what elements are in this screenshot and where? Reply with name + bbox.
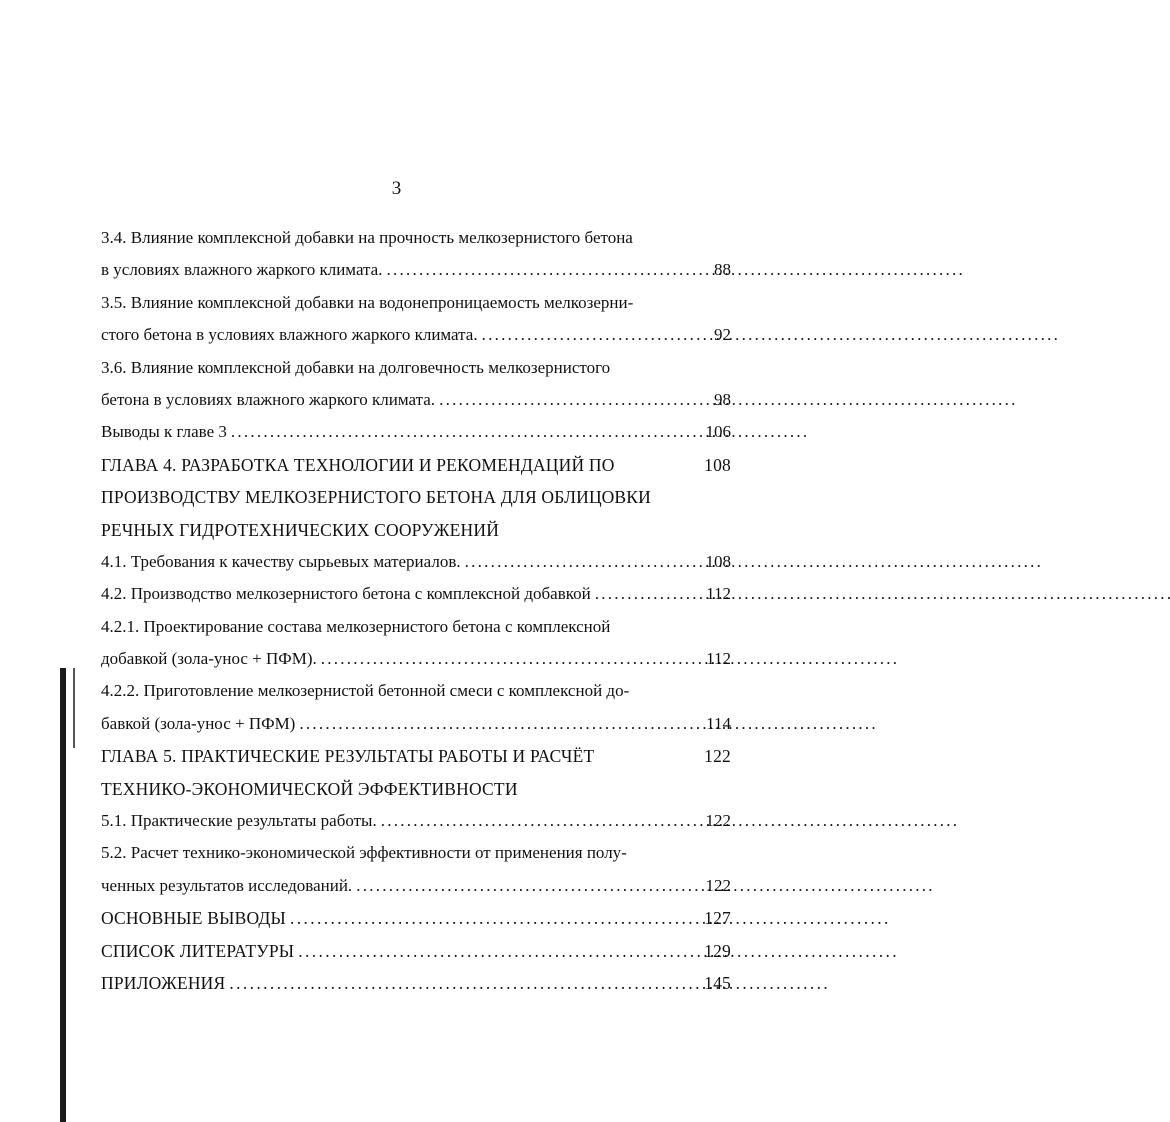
toc-line (101, 384, 731, 416)
toc-entry-text: добавкой (зола-унос + ПФМ). (101, 649, 317, 669)
toc-entry-text: 4.2.1. Проектирование состава мелкозернистого бетона с комплексной (101, 616, 611, 636)
toc-page-number: 108 (705, 551, 731, 571)
dot-leader (229, 967, 687, 999)
toc-chapter-heading: ПРОИЗВОДСТВУ МЕЛКОЗЕРНИСТОГО БЕТОНА ДЛЯ ОБЛИЦОВКИ (101, 487, 652, 508)
toc-line (101, 319, 731, 351)
toc-page-number: 122 (705, 875, 731, 895)
toc-entry-text: стого бетона в условиях влажного жаркого климата. (101, 325, 478, 345)
toc-page-number: 92 (714, 325, 731, 345)
toc-line (101, 805, 731, 837)
toc-page-number: 127 (704, 908, 731, 929)
toc-entry-text: 4.1. Требования к качеству сырьевых материалов. (101, 551, 461, 571)
dot-leader (299, 708, 687, 740)
dot-leader (321, 643, 687, 675)
toc-page-number: 122 (705, 811, 731, 831)
toc-line (101, 643, 731, 675)
toc-page-number: 145 (704, 972, 731, 993)
toc-line (101, 611, 731, 643)
scan-shadow-edge (60, 668, 66, 1122)
toc-entry-text: Выводы к главе 3 (101, 422, 227, 442)
toc-line (101, 352, 731, 384)
toc-line (101, 222, 731, 254)
toc-page-number: 112 (706, 584, 731, 604)
toc-chapter-heading: ГЛАВА 5. ПРАКТИЧЕСКИЕ РЕЗУЛЬТАТЫ РАБОТЫ И РАСЧЁТ (101, 746, 595, 767)
dot-leader (595, 578, 687, 610)
dot-leader (381, 805, 687, 837)
dot-leader (439, 384, 687, 416)
toc-chapter-heading: ГЛАВА 4. РАЗРАБОТКА ТЕХНОЛОГИИ И РЕКОМЕНДАЦИЙ ПО (101, 454, 615, 475)
dot-leader (356, 870, 687, 902)
toc-line (101, 935, 731, 967)
toc-entry-text: 3.6. Влияние комплексной добавки на долговечность мелкозернистого (101, 357, 611, 377)
toc-chapter-heading: ТЕХНИКО-ЭКОНОМИЧЕСКОЙ ЭФФЕКТИВНОСТИ (101, 778, 518, 799)
toc-line (101, 481, 731, 513)
toc-entry-text: в условиях влажного жаркого климата. (101, 260, 383, 280)
toc-line (101, 708, 731, 740)
toc-entry-text: бетона в условиях влажного жаркого климата. (101, 389, 436, 409)
toc-entry-text: 5.1. Практические результаты работы. (101, 811, 377, 831)
table-of-contents (101, 222, 731, 999)
toc-section-heading: ОСНОВНЫЕ ВЫВОДЫ (101, 908, 287, 929)
toc-entry-text: 3.4. Влияние комплексной добавки на прочность мелкозернистого бетона (101, 228, 633, 247)
toc-page-number: 88 (714, 260, 731, 280)
toc-line (101, 740, 731, 772)
toc-entry-text: ченных результатов исследований. (101, 875, 353, 895)
toc-line (101, 287, 731, 319)
toc-page-number: 122 (704, 746, 731, 767)
toc-line (101, 416, 731, 448)
toc-page-number: 106 (705, 422, 731, 442)
toc-entry-text: 4.2.2. Приготовление мелкозернистой бетонной смеси с комплексной до- (101, 681, 630, 701)
dot-leader (298, 935, 687, 967)
dot-leader (290, 902, 687, 934)
toc-line (101, 870, 731, 902)
toc-line (101, 967, 731, 999)
toc-page-number: 114 (706, 713, 731, 733)
dot-leader (465, 546, 687, 578)
toc-page-number: 108 (704, 454, 731, 475)
toc-page-number: 129 (704, 940, 731, 961)
toc-line (101, 254, 731, 286)
dot-leader (231, 416, 687, 448)
toc-entry-text: 4.2. Производство мелкозернистого бетона с комплексной добавкой (101, 584, 591, 604)
toc-section-heading: ПРИЛОЖЕНИЯ (101, 972, 226, 993)
toc-entry-text: 5.2. Расчет технико-экономической эффективности от применения полу- (101, 843, 627, 863)
toc-page-number: 112 (706, 649, 731, 669)
toc-line (101, 675, 731, 707)
toc-chapter-heading: РЕЧНЫХ ГИДРОТЕХНИЧЕСКИХ СООРУЖЕНИЙ (101, 519, 500, 540)
toc-section-heading: СПИСОК ЛИТЕРАТУРЫ (101, 940, 295, 961)
dot-leader (386, 254, 687, 286)
toc-line (101, 546, 731, 578)
toc-page-number: 98 (714, 389, 731, 409)
page-number: 3 (391, 178, 402, 199)
toc-line (101, 449, 731, 481)
toc-line (101, 578, 731, 610)
toc-entry-text: 3.5. Влияние комплексной добавки на водонепроницаемость мелкозерни- (101, 292, 634, 312)
dot-leader (482, 319, 687, 351)
toc-entry-text: бавкой (зола-унос + ПФМ) (101, 713, 296, 733)
toc-line (101, 837, 731, 869)
toc-line (101, 514, 731, 546)
toc-line (101, 773, 731, 805)
scan-shadow-edge-thin (73, 668, 75, 748)
toc-line (101, 902, 731, 934)
